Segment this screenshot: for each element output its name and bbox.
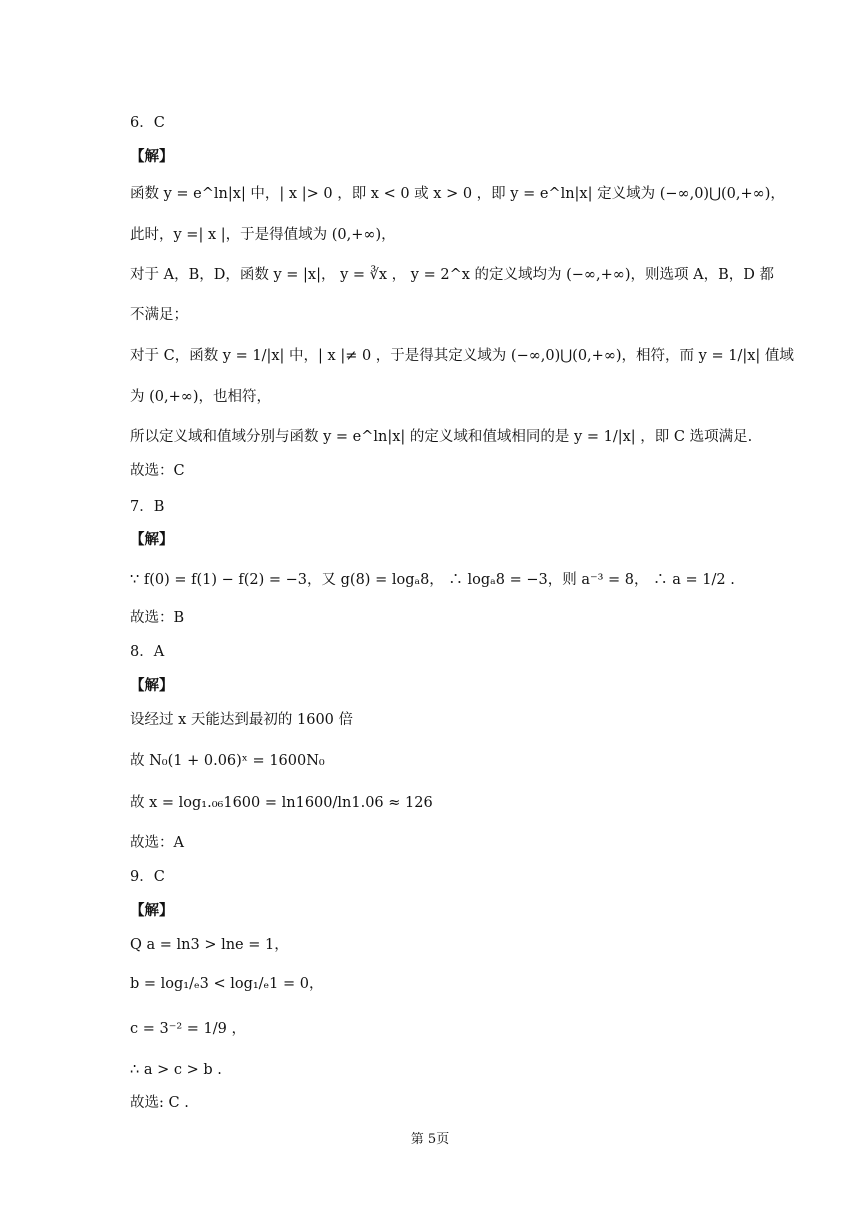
q6-solution-label: 【解】 xyxy=(130,148,174,165)
q9-line-1: Q a = ln3 > lne = 1， xyxy=(130,937,289,953)
q6-line-4: 不满足； xyxy=(130,307,188,323)
q8-line-1: 设经过 x 天能达到最初的 1600 倍 xyxy=(130,712,354,728)
q9-answer: 故选: C . xyxy=(130,1095,189,1111)
q7-number: 7．B xyxy=(130,499,165,515)
q9-number: 9．C xyxy=(130,869,165,885)
q9-line-2: b = log₁/ₑ3 < log₁/ₑ1 = 0， xyxy=(130,976,324,992)
q8-number: 8．A xyxy=(130,644,165,660)
q6-line-6: 为 (0,+∞)，也相符， xyxy=(130,389,271,405)
q8-answer: 故选：A xyxy=(130,835,184,851)
q7-solution-label: 【解】 xyxy=(130,531,174,548)
q8-line-2: 故 N₀(1 + 0.06)ˣ = 1600N₀ xyxy=(130,753,325,769)
q8-line-3: 故 x = log₁.₀₆1600 = ln1600/ln1.06 ≈ 126 xyxy=(130,795,433,811)
q7-answer: 故选：B xyxy=(130,610,185,626)
q6-line-5: 对于 C，函数 y = 1/|x| 中，| x |≠ 0 ，于是得其定义域为 (−∞,0)⋃(0,+∞)，相符，而 y = 1/|x| 值域 xyxy=(130,348,794,364)
q8-solution-label: 【解】 xyxy=(130,677,174,694)
q6-line-1: 函数 y = e^ln|x| 中，| x |> 0 ，即 x < 0 或 x > 0 ，即 y = e^ln|x| 定义域为 (−∞,0)⋃(0,+∞)， xyxy=(130,186,785,202)
q6-line-2: 此时，y =| x |，于是得值域为 (0,+∞)， xyxy=(130,227,396,243)
q7-line-1: ∵ f(0) = f(1) − f(2) = −3，又 g(8) = logₐ8， ∴ logₐ8 = −3，则 a⁻³ = 8， ∴ a = 1/2 . xyxy=(130,572,735,588)
q9-line-3: c = 3⁻² = 1/9 ， xyxy=(130,1021,246,1037)
q6-line-7: 所以定义域和值域分别与函数 y = e^ln|x| 的定义域和值域相同的是 y = 1/|x| ，即 C 选项满足. xyxy=(130,429,753,445)
q9-solution-label: 【解】 xyxy=(130,902,174,919)
page-footer: 第 5页 xyxy=(410,1132,450,1147)
q9-line-4: ∴ a > c > b . xyxy=(130,1062,222,1078)
q6-number: 6．C xyxy=(130,115,165,131)
q6-line-3: 对于 A，B，D，函数 y = |x|， y = ∛x ， y = 2^x 的定义域均为 (−∞,+∞)，则选项 A，B，D 都 xyxy=(130,267,774,283)
q6-answer: 故选：C xyxy=(130,463,185,479)
